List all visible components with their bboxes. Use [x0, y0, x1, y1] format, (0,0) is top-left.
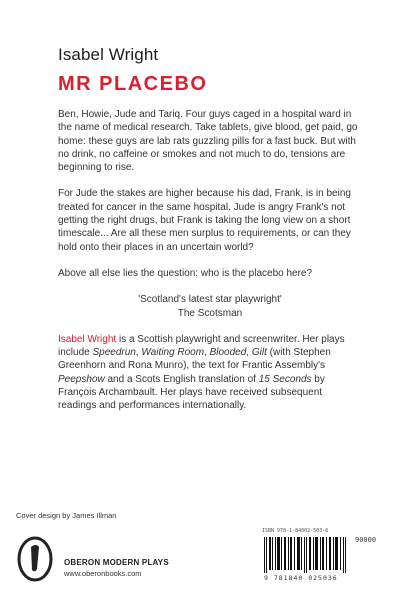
barcode	[262, 528, 382, 588]
quote-source: The Scotsman	[177, 307, 243, 319]
bio-work-title: Blooded	[209, 347, 247, 359]
bio-work-title: Waiting Room	[141, 347, 205, 359]
cover-design-credit: Cover design by James Illman	[16, 511, 117, 520]
back-cover-text	[58, 108, 362, 426]
bio-author-name: Isabel Wright	[58, 333, 117, 345]
bio-work-title: Speedrun	[92, 347, 136, 359]
bio-text: ,	[204, 347, 210, 359]
press-quote	[58, 293, 362, 320]
publisher-name: OBERON MODERN PLAYS	[64, 558, 169, 567]
author-name: Isabel Wright	[58, 45, 159, 64]
blurb-paragraph-2: For Jude the stakes are higher because his dad, Frank, is in being treated for cancer in the same hospital. Jude is angry Frank's not getting the right drugs, but Frank is taking the long view on a short timescale... Are all these men surplus to requirements, or can they hold onto their places in an uncertain world?	[58, 188, 351, 253]
barcode-number: 9 781840 025036	[264, 574, 338, 582]
isbn-text: ISBN 978-1-84002-503-6	[262, 528, 329, 534]
publisher-logo-icon	[16, 533, 54, 583]
author-bio	[58, 333, 362, 413]
bio-work-title: Peepshow	[58, 373, 105, 385]
quote-text: 'Scotland's latest star playwright'	[138, 294, 282, 306]
bio-work-title: Gilt	[251, 347, 267, 359]
bio-text: (with Stephen Greenhorn and Rona Munro), the text for Frantic Assembly's	[58, 347, 331, 372]
bio-text: ,	[246, 347, 252, 359]
blurb-paragraph-1: Ben, Howie, Jude and Tariq. Four guys caged in a hospital ward in the name of medical research. Take tablets, give blood, get paid, go home: these guys are lab rats guzzling pills for a fast buck. But with no drink, no caffeine or smokes and not much to do, tensions are beginning to rise.	[58, 109, 358, 174]
book-title: MR PLACEBO	[58, 73, 208, 95]
bio-text: is a Scottish playwright and screenwriter. Her plays include	[58, 333, 345, 359]
bio-text: by François Archambault. Her plays have received subsequent readings and performances internationally.	[58, 373, 325, 412]
bio-work-title: 15 Seconds	[258, 373, 312, 385]
publisher-url[interactable]: www.oberonbooks.com	[64, 569, 142, 578]
price-code: 90000	[355, 536, 377, 544]
bio-text: ,	[135, 347, 142, 359]
blurb-paragraph-3: Above all else lies the question: who is the placebo here?	[58, 267, 313, 279]
barcode-bars-icon	[262, 537, 350, 573]
bio-text: and a Scots English translation of	[104, 373, 259, 385]
